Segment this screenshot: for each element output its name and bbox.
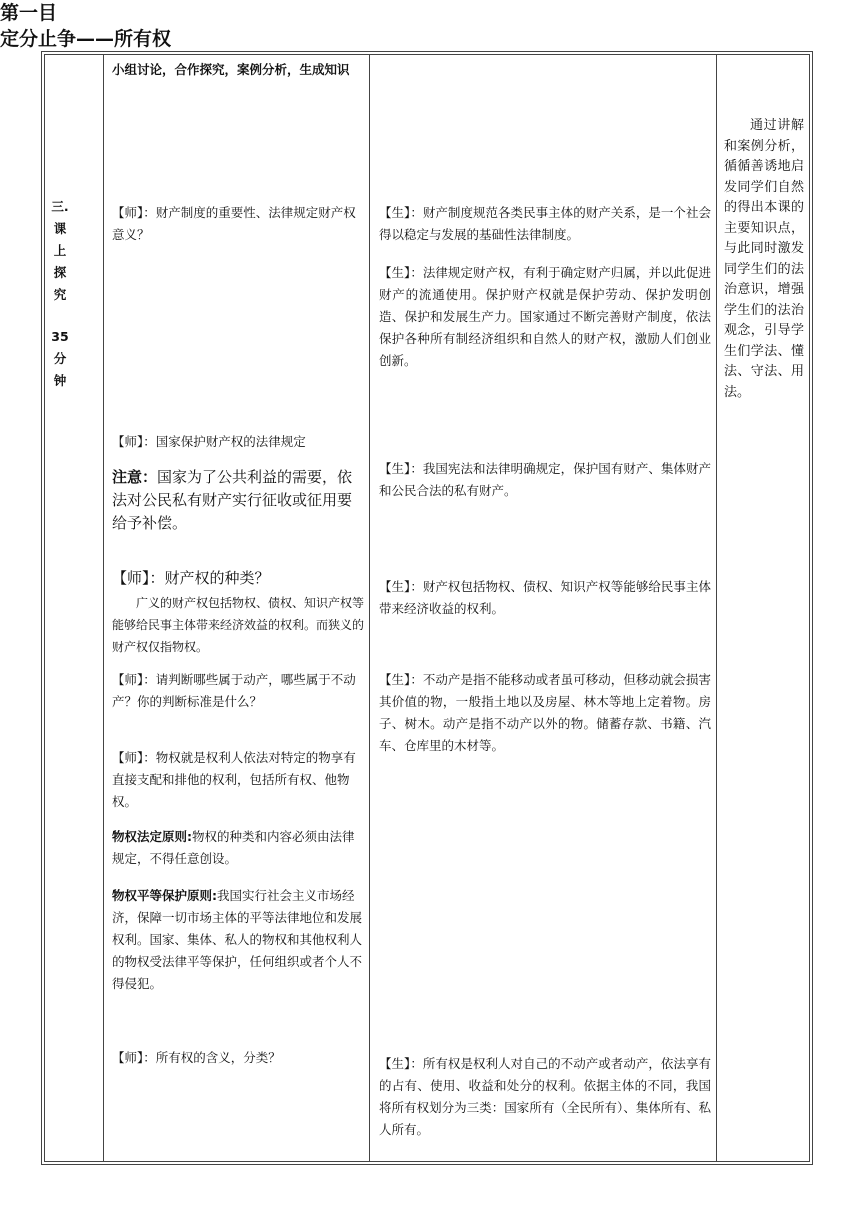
principle-statutory-text: 物权的种类和内容必须由法律规定，不得任意创设。: [112, 829, 355, 866]
column-divider-1: [103, 54, 104, 1162]
section-number: 第一目: [0, 2, 58, 24]
principle-equal-text: 我国实行社会主义市场经济，保障一切市场主体的平等法律地位和发展权利。国家、集体、私人的物权和其他权利人的物权受法律平等保护，任何组织或者个人不得侵犯。: [112, 888, 363, 991]
student-answer-1: 【生】：财产制度规范各类民事主体的财产关系，是一个社会得以稳定与发展的基础性法律制度。: [379, 205, 711, 242]
column-divider-2: [369, 54, 370, 1162]
teacher-question-3: 【师】：财产权的种类？: [112, 569, 270, 587]
property-rights-detail: 广义的财产权包括物权、债权、知识产权等能够给民事主体带来经济效益的权利。而狭义的财产权仅指物权。: [112, 596, 365, 654]
teacher-question-4: 【师】：请判断哪些属于动产，哪些属于不动产？你的判断标准是什么？: [112, 672, 356, 709]
principle-equal-protection: [112, 885, 364, 995]
stage-label: 三. 课 上 探 究: [51, 199, 69, 302]
teacher-question-5: 【师】：物权就是权利人依法对特定的物享有直接支配和排他的权利，包括所有权、他物权。: [112, 750, 356, 809]
section-title: 定分止争——所有权: [0, 28, 172, 50]
principle-statutory: [112, 826, 364, 870]
note-label: 注意：: [112, 468, 158, 486]
teacher-question-1: 【师】：财产制度的重要性、法律规定财产权意义？: [112, 205, 356, 242]
student-answer-4: 【生】：财产权包括物权、债权、知识产权等能够给民事主体带来经济收益的权利。: [379, 579, 711, 616]
student-answer-2: 【生】：法律规定财产权，有利于确定财产归属，并以此促进财产的流通使用。保护财产权就是保护劳动、保护发明创造、保护和发展生产力。国家通过不断完善财产制度，依法保护各种所有制经济组织和自然人的财产权，激励人们创业创新。: [379, 265, 711, 368]
principle-statutory-label: 物权法定原则:: [112, 829, 192, 844]
note-paragraph: [112, 466, 364, 535]
note-text: 国家为了公共利益的需要，依法对公民私有财产实行征收或征用要给予补偿。: [112, 468, 353, 532]
student-answer-5: 【生】：不动产是指不能移动或者虽可移动，但移动就会损害其价值的物，一般指土地以及房屋、林木等地上定着物。房子、树木。动产是指不动产以外的物。储蓄存款、书籍、汽车、仓库里的木材等。: [379, 672, 711, 753]
student-answer-3: 【生】：我国宪法和法律明确规定，保护国有财产、集体财产和公民合法的私有财产。: [379, 461, 711, 498]
teacher-question-6: 【师】：所有权的含义，分类？: [112, 1050, 281, 1065]
principle-equal-label: 物权平等保护原则:: [112, 888, 217, 903]
teacher-question-2: 【师】：国家保护财产权的法律规定: [112, 434, 306, 449]
student-answer-6: 【生】：所有权是权利人对自己的不动产或者动产，依法享有的占有、使用、收益和处分的权利。依据主体的不同，我国将所有权划分为三类：国家所有（全民所有）、集体所有、私人所有。: [379, 1056, 711, 1137]
design-intent: 通过讲解和案例分析，循循善诱地启发同学们自然的得出本课的主要知识点，与此同时激发同学生们的法治意识，增强学生们的法治观念，引导学生们学法、懂法、守法、用法。: [724, 118, 804, 400]
column-divider-3: [716, 54, 717, 1162]
activity-intro: 小组讨论，合作探究，案例分析，生成知识: [112, 62, 350, 77]
time-label: 35 分 钟: [51, 329, 69, 388]
